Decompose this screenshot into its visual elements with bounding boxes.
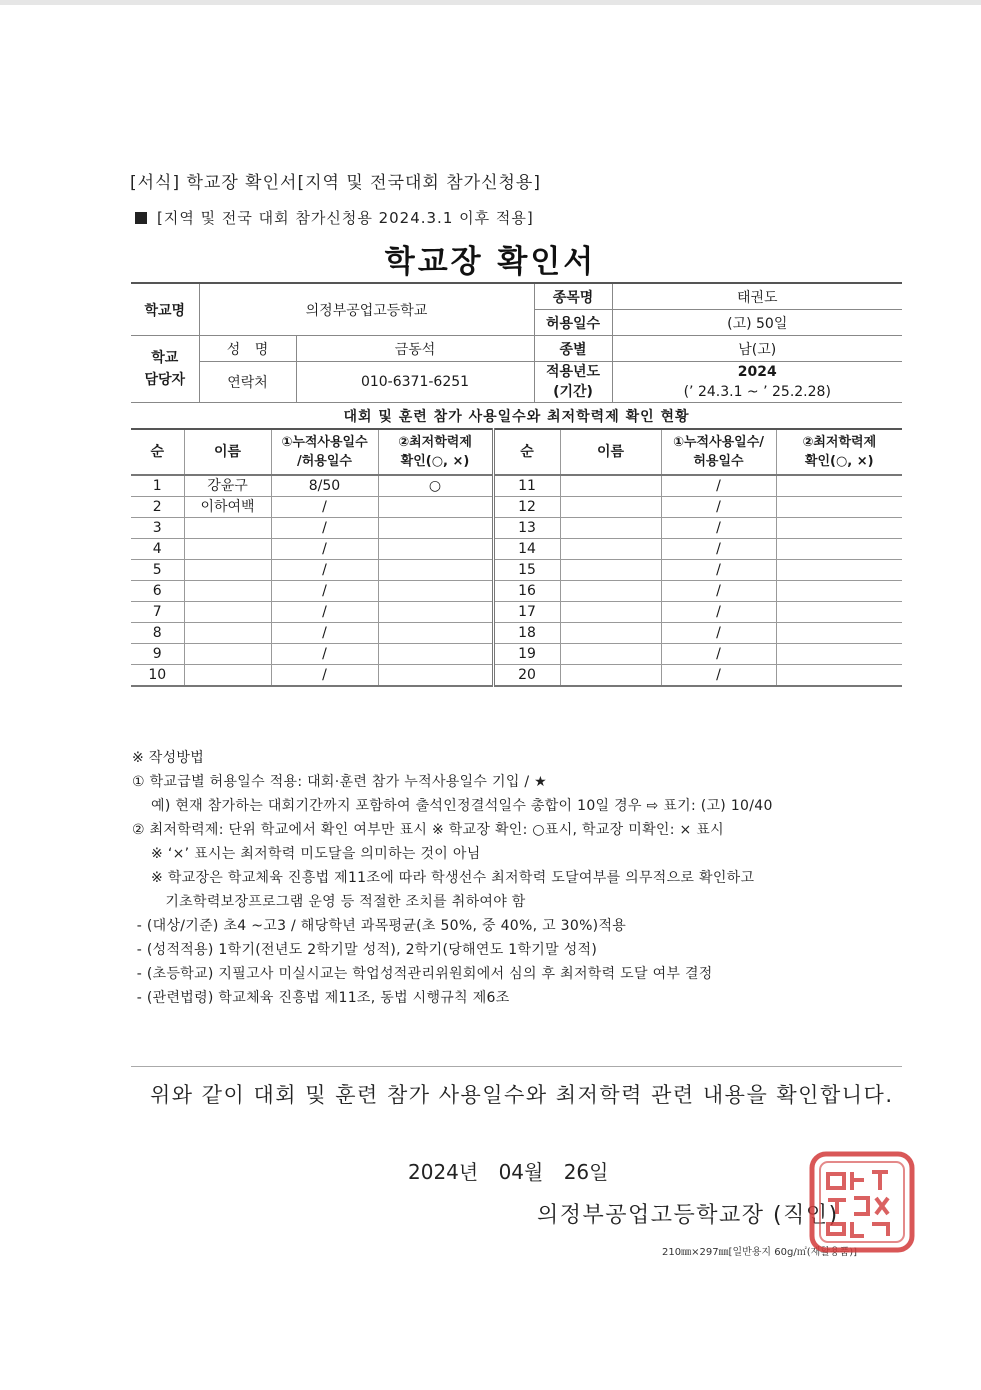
row-name-right — [560, 602, 661, 623]
row-check-right — [776, 497, 902, 518]
note-line: 기초학력보장프로그램 운영 등 적절한 조치를 취하여야 함 — [132, 894, 526, 910]
row-days-right: / — [661, 539, 776, 560]
scan-edge — [0, 0, 981, 5]
col-days-right-1: ①누적사용일수/ — [672, 435, 765, 450]
row-check — [378, 602, 493, 623]
col-days — [271, 429, 378, 475]
row-days: / — [271, 665, 378, 687]
row-days: / — [271, 539, 378, 560]
table-row — [131, 665, 902, 687]
signer: 의정부공업고등학교장 (직인) — [537, 1203, 839, 1228]
row-no: 9 — [131, 644, 184, 665]
row-days: / — [271, 602, 378, 623]
row-days: / — [271, 560, 378, 581]
row-name — [184, 539, 271, 560]
row-no: 10 — [131, 665, 184, 687]
row-check — [378, 539, 493, 560]
info-table — [131, 282, 902, 403]
row-days-right: / — [661, 518, 776, 539]
row-check-right — [776, 539, 902, 560]
col-check-right — [776, 429, 902, 475]
row-no: 6 — [131, 581, 184, 602]
row-name — [184, 518, 271, 539]
allowed-days-label: 허용일수 — [534, 310, 612, 336]
col-no: 순 — [131, 429, 184, 475]
table-row — [131, 539, 902, 560]
row-days-right: / — [661, 623, 776, 644]
col-no-right: 순 — [493, 429, 560, 475]
row-days: / — [271, 644, 378, 665]
row-no: 8 — [131, 623, 184, 644]
section-title: 대회 및 훈련 참가 사용일수와 최저학력제 확인 현황 — [343, 409, 690, 425]
note-line: - (관련법령) 학교체육 진흥법 제11조, 동법 시행규칙 제6조 — [132, 990, 510, 1006]
row-days-right: / — [661, 665, 776, 687]
row-check-right — [776, 602, 902, 623]
student-table-body — [131, 475, 902, 686]
manager-label-1: 학교 — [151, 350, 179, 366]
row-check-right — [776, 644, 902, 665]
student-table — [131, 428, 902, 687]
year-label-2: (기간) — [553, 384, 593, 400]
row-check — [378, 497, 493, 518]
notes-title: ※ 작성방법 — [132, 750, 205, 766]
col-name-right: 이름 — [560, 429, 661, 475]
sub-label-text: [지역 및 전국 대회 참가신청용 2024.3.1 이후 적용] — [157, 209, 534, 227]
event-value: 태권도 — [612, 283, 902, 310]
note-line: ※ 학교장은 학교체육 진흥법 제11조에 따라 학생선수 최저학력 도달여부를 의무적으로 확인하고 — [132, 870, 755, 886]
year-value-cell — [612, 362, 902, 403]
row-name — [184, 581, 271, 602]
row-no: 7 — [131, 602, 184, 623]
row-days-right: / — [661, 497, 776, 518]
row-name: 이하여백 — [184, 497, 271, 518]
row-name-right — [560, 539, 661, 560]
year-label — [534, 362, 612, 403]
row-name — [184, 602, 271, 623]
row-check-right — [776, 518, 902, 539]
contact-value: 010-6371-6251 — [296, 362, 534, 403]
col-check-right-1: ②최저학력제 — [802, 435, 877, 450]
row-name-right — [560, 623, 661, 644]
manager-label — [131, 336, 199, 403]
row-check — [378, 644, 493, 665]
table-row — [131, 602, 902, 623]
row-days: / — [271, 581, 378, 602]
table-row — [131, 518, 902, 539]
note-line: - (대상/기준) 초4 ~고3 / 해당학년 과목평균(초 50%, 중 40%, 고 30%)적용 — [132, 918, 627, 934]
row-no-right: 15 — [493, 560, 560, 581]
row-days-right: / — [661, 581, 776, 602]
row-days: / — [271, 497, 378, 518]
table-row — [131, 497, 902, 518]
row-name-right — [560, 581, 661, 602]
note-line: - (성적적용) 1학기(전년도 2학기말 성적), 2학기(당해연도 1학기말 성적) — [132, 942, 598, 958]
row-no-right: 18 — [493, 623, 560, 644]
row-name-right — [560, 518, 661, 539]
row-no-right: 19 — [493, 644, 560, 665]
issue-date: 2024년 04월 26일 — [408, 1160, 609, 1184]
name-label: 성 명 — [199, 336, 296, 362]
row-check — [378, 665, 493, 687]
row-name-right — [560, 497, 661, 518]
col-days-2: /허용일수 — [297, 454, 352, 469]
col-days-right — [661, 429, 776, 475]
student-table-header — [131, 429, 902, 475]
table-row — [131, 581, 902, 602]
row-no-right: 14 — [493, 539, 560, 560]
paper-spec: 210㎜×297㎜[일반용지 60g/㎡(재활용품)] — [662, 1247, 858, 1258]
col-check-2: 확인(○, ×) — [400, 454, 470, 469]
period-value: (’ 24.3.1 ~ ’ 25.2.28) — [683, 384, 831, 400]
row-name-right — [560, 665, 661, 687]
row-check: ○ — [378, 475, 493, 497]
official-seal-icon — [806, 1150, 918, 1254]
row-check-right — [776, 475, 902, 497]
row-name — [184, 644, 271, 665]
gender-value: 남(고) — [612, 336, 902, 362]
row-check — [378, 581, 493, 602]
black-square-icon — [135, 212, 147, 224]
row-check — [378, 623, 493, 644]
table-row — [131, 623, 902, 644]
confirmation-text: 위와 같이 대회 및 훈련 참가 사용일수와 최저학력 관련 내용을 확인합니다. — [150, 1083, 894, 1107]
col-days-right-2: 허용일수 — [693, 454, 744, 469]
row-name-right — [560, 475, 661, 497]
row-name-right — [560, 644, 661, 665]
row-no: 2 — [131, 497, 184, 518]
row-name — [184, 560, 271, 581]
note-line: - (초등학교) 지필고사 미실시교는 학업성적관리위원회에서 심의 후 최저학력 도달 여부 결정 — [132, 966, 713, 982]
year-label-1: 적용년도 — [545, 364, 601, 380]
row-check — [378, 560, 493, 581]
note-line: ② 최저학력제: 단위 학교에서 확인 여부만 표시 ※ 학교장 확인: ○표시, 학교장 미확인: × 표시 — [132, 822, 724, 838]
notes-lines — [132, 770, 773, 1010]
row-name — [184, 623, 271, 644]
row-no: 1 — [131, 475, 184, 497]
row-no-right: 13 — [493, 518, 560, 539]
row-no-right: 17 — [493, 602, 560, 623]
note-line: ① 학교급별 허용일수 적용: 대회·훈련 참가 누적사용일수 기입 / ★ — [132, 774, 548, 790]
col-check-right-2: 확인(○, ×) — [804, 454, 874, 469]
row-name — [184, 665, 271, 687]
note-line: 예) 현재 참가하는 대회기간까지 포함하여 출석인정결석일수 총합이 10일 경우 ⇨ 표기: (고) 10/40 — [132, 798, 773, 814]
contact-label: 연락처 — [199, 362, 296, 403]
row-days: / — [271, 518, 378, 539]
row-check-right — [776, 665, 902, 687]
name-value: 금동석 — [296, 336, 534, 362]
row-no: 3 — [131, 518, 184, 539]
row-days-right: / — [661, 602, 776, 623]
table-row — [131, 475, 902, 497]
school-value: 의정부공업고등학교 — [199, 283, 534, 336]
row-check — [378, 518, 493, 539]
document-title: 학교장 확인서 — [384, 244, 597, 280]
col-days-1: ①누적사용일수 — [281, 435, 368, 450]
divider — [131, 1066, 902, 1067]
allowed-days-value: (고) 50일 — [612, 310, 902, 336]
row-no-right: 12 — [493, 497, 560, 518]
year-value: 2024 — [737, 364, 777, 380]
row-no-right: 20 — [493, 665, 560, 687]
row-days-right: / — [661, 475, 776, 497]
col-name: 이름 — [184, 429, 271, 475]
row-check-right — [776, 623, 902, 644]
row-days: 8/50 — [271, 475, 378, 497]
school-label: 학교명 — [131, 283, 199, 336]
gender-label: 종별 — [534, 336, 612, 362]
form-label: [서식] 학교장 확인서[지역 및 전국대회 참가신청용] — [130, 173, 541, 193]
col-check — [378, 429, 493, 475]
row-check-right — [776, 581, 902, 602]
row-no: 5 — [131, 560, 184, 581]
row-days-right: / — [661, 644, 776, 665]
col-check-1: ②최저학력제 — [398, 435, 472, 450]
row-days: / — [271, 623, 378, 644]
row-check-right — [776, 560, 902, 581]
notes-section — [132, 746, 773, 1010]
row-days-right: / — [661, 560, 776, 581]
event-label: 종목명 — [534, 283, 612, 310]
row-name-right — [560, 560, 661, 581]
row-no: 4 — [131, 539, 184, 560]
row-name: 강윤구 — [184, 475, 271, 497]
table-row — [131, 560, 902, 581]
row-no-right: 16 — [493, 581, 560, 602]
manager-label-2: 담당자 — [144, 372, 186, 388]
row-no-right: 11 — [493, 475, 560, 497]
table-row — [131, 644, 902, 665]
sub-label — [135, 207, 534, 228]
note-line: ※ ‘×’ 표시는 최저학력 미도달을 의미하는 것이 아님 — [132, 846, 481, 862]
